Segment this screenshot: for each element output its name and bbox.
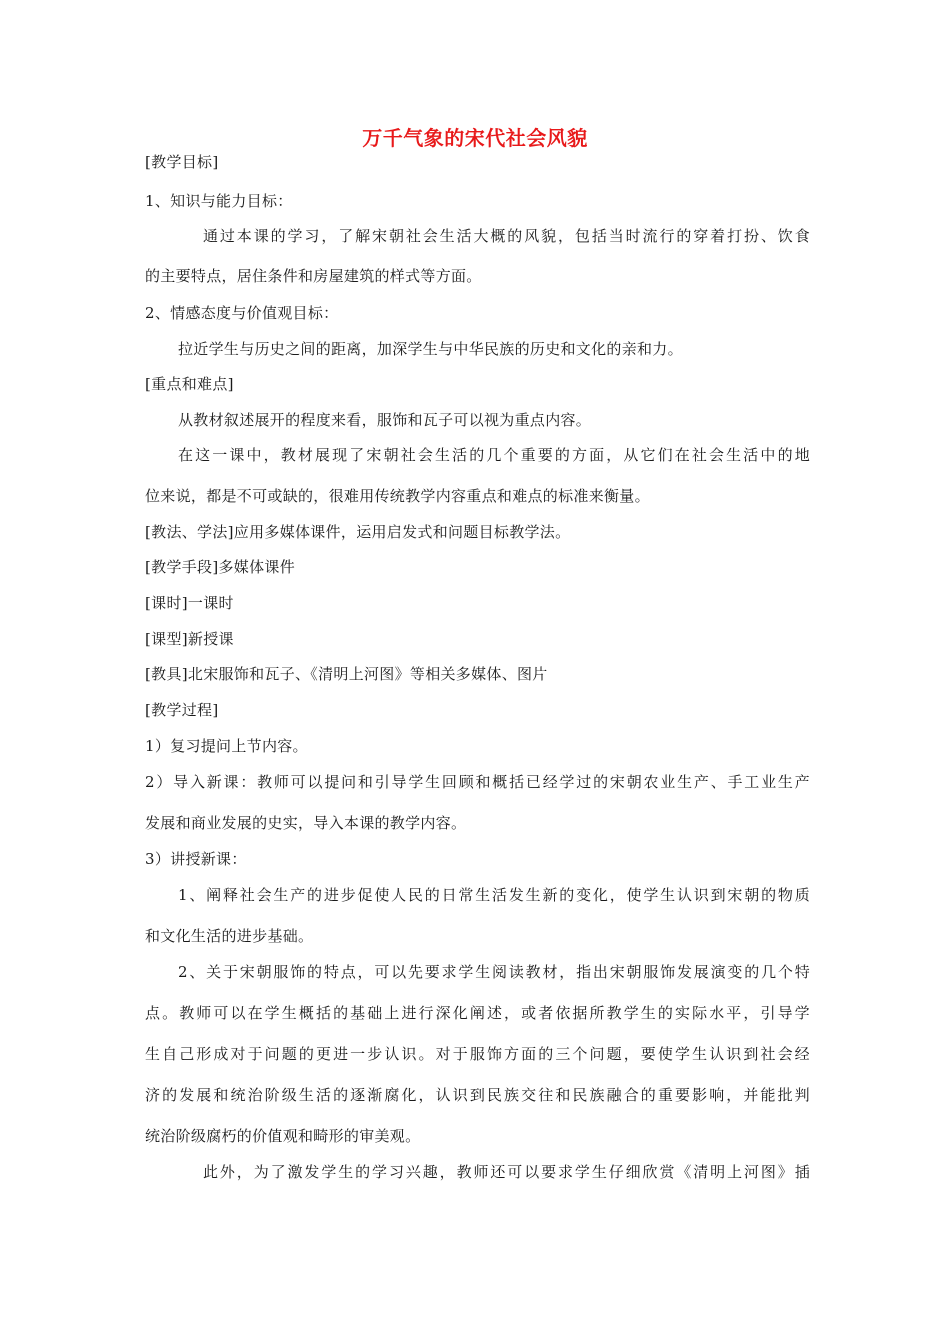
paragraph-line: 位来说，都是不可或缺的，很难用传统教学内容重点和难点的标准来衡量。	[145, 487, 650, 505]
paragraph-line: 和文化生活的进步基础。	[145, 927, 314, 945]
process-step-1: 1）复习提问上节内容。	[145, 737, 308, 755]
paragraph-line: 点。教师可以在学生概括的基础上进行深化阐述，或者依据所教学生的实际水平，引导学	[145, 1004, 810, 1022]
section-heading-teaching-process: [教学过程]	[145, 701, 219, 719]
section-heading-teaching-goals: [教学目标]	[145, 153, 219, 171]
paragraph-line: 从教材叙述展开的程度来看，服饰和瓦子可以视为重点内容。	[178, 411, 592, 429]
document-title: 万千气象的宋代社会风貌	[362, 126, 588, 150]
paragraph-line: 统治阶级腐朽的价值观和畸形的审美观。	[145, 1127, 421, 1145]
process-step-3: 3）讲授新课：	[145, 850, 247, 868]
goal-heading-emotion: 2、情感态度与价值观目标：	[145, 304, 339, 322]
section-teaching-aids: [教具]北宋服饰和瓦子、《清明上河图》等相关多媒体、图片	[145, 665, 548, 683]
paragraph-line: 在这一课中，教材展现了宋朝社会生活的几个重要的方面，从它们在社会生活中的地	[178, 446, 810, 464]
process-step-2: 2）导入新课：教师可以提问和引导学生回顾和概括已经学过的宋朝农业生产、手工业生产	[145, 773, 810, 791]
section-heading-key-points: [重点和难点]	[145, 375, 234, 393]
paragraph-line: 通过本课的学习，了解宋朝社会生活大概的风貌，包括当时流行的穿着打扮、饮食	[203, 227, 810, 245]
paragraph-line: 拉近学生与历史之间的距离，加深学生与中华民族的历史和文化的亲和力。	[178, 340, 683, 358]
section-teaching-means: [教学手段]多媒体课件	[145, 558, 296, 576]
paragraph-line: 生自己形成对于问题的更进一步认识。对于服饰方面的三个问题，要使学生认识到社会经	[145, 1045, 810, 1063]
section-class-hours: [课时]一课时	[145, 594, 234, 612]
goal-heading-knowledge: 1、知识与能力目标：	[145, 192, 293, 210]
section-lesson-type: [课型]新授课	[145, 630, 234, 648]
paragraph-line: 2、关于宋朝服饰的特点，可以先要求学生阅读教材，指出宋朝服饰发展演变的几个特	[178, 963, 810, 981]
paragraph-line: 的主要特点，居住条件和房屋建筑的样式等方面。	[145, 267, 482, 285]
paragraph-line: 济的发展和统治阶级生活的逐渐腐化，认识到民族交往和民族融合的重要影响，并能批判	[145, 1086, 810, 1104]
paragraph-line: 1、阐释社会生产的进步促使人民的日常生活发生新的变化，使学生认识到宋朝的物质	[178, 886, 810, 904]
paragraph-line: 发展和商业发展的史实，导入本课的教学内容。	[145, 814, 467, 832]
section-teaching-methods: [教法、学法]应用多媒体课件，运用启发式和问题目标教学法。	[145, 523, 571, 541]
paragraph-line: 此外，为了激发学生的学习兴趣，教师还可以要求学生仔细欣赏《清明上河图》插	[203, 1163, 810, 1181]
